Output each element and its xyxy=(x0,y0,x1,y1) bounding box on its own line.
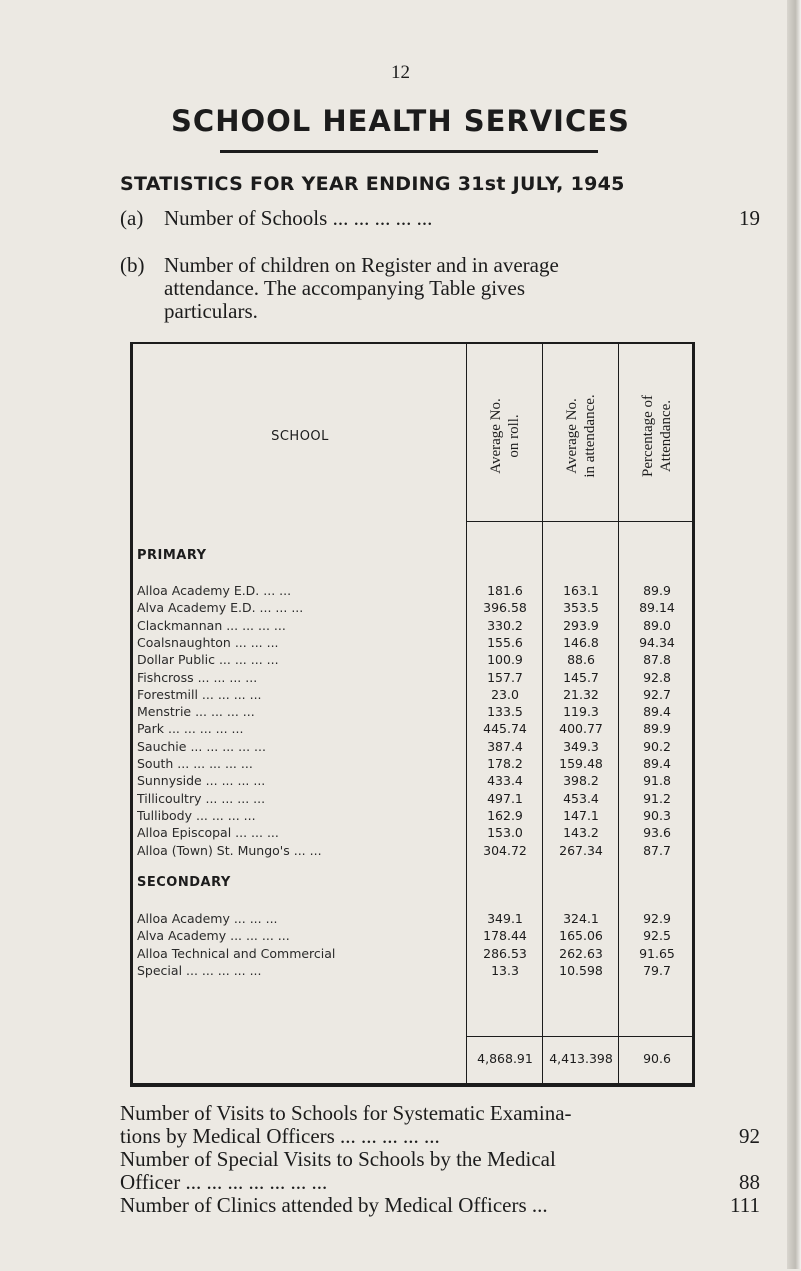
average-attendance: 165.06 xyxy=(559,928,603,944)
table-row xyxy=(133,824,693,841)
table-row xyxy=(133,669,693,686)
school-name: Alloa Technical and Commercial xyxy=(137,945,336,961)
school-name: Tillicoultry ... ... ... ... xyxy=(137,790,266,806)
totals-row xyxy=(133,1050,693,1067)
average-attendance: 398.2 xyxy=(563,773,599,789)
totals-rule xyxy=(466,1036,692,1037)
percentage-attendance: 92.7 xyxy=(643,686,671,702)
table-row xyxy=(133,807,693,824)
percentage-attendance: 89.9 xyxy=(643,583,671,598)
item-b-line3: particulars. xyxy=(164,299,258,323)
header-rule xyxy=(466,521,692,522)
percentage-attendance: 89.4 xyxy=(643,704,671,720)
average-roll: 153.0 xyxy=(487,825,523,841)
percentage-attendance: 92.8 xyxy=(643,669,671,685)
table-row xyxy=(133,927,693,944)
average-roll: 387.4 xyxy=(487,738,523,754)
average-attendance: 400.77 xyxy=(559,721,603,737)
average-roll: 497.1 xyxy=(487,790,523,806)
header-average-attendance-text: Average No. in attendance. xyxy=(564,394,598,478)
item-b xyxy=(120,253,720,325)
percentage-attendance: 91.8 xyxy=(643,773,671,789)
table-row xyxy=(133,720,693,737)
table-row xyxy=(133,842,693,859)
table-row xyxy=(133,582,693,599)
total-roll: 4,868.91 xyxy=(477,1051,533,1066)
average-attendance: 143.2 xyxy=(563,825,599,841)
average-roll: 445.74 xyxy=(483,721,527,737)
section-primary: PRIMARY xyxy=(137,548,207,563)
average-attendance: 324.1 xyxy=(563,911,599,926)
school-name: Forestmill ... ... ... ... xyxy=(137,686,262,702)
clinics-line: Number of Clinics attended by Medical Officers ... xyxy=(120,1193,548,1217)
average-attendance: 145.7 xyxy=(563,669,599,685)
average-attendance: 163.1 xyxy=(563,583,599,598)
visits-line1: Number of Visits to Schools for Systematic Examina- xyxy=(120,1101,572,1125)
visits-line2: tions by Medical Officers ... ... ... ... ... xyxy=(120,1124,440,1148)
school-name: Alva Academy ... ... ... ... xyxy=(137,928,290,944)
average-roll: 157.7 xyxy=(487,669,523,685)
school-name: Menstrie ... ... ... ... xyxy=(137,704,255,720)
header-percentage-text: Percentage of Attendance. xyxy=(640,394,674,478)
school-name: Tullibody ... ... ... ... xyxy=(137,807,256,823)
average-attendance: 353.5 xyxy=(563,600,599,616)
table-row xyxy=(133,738,693,755)
item-b-marker: (b) xyxy=(120,253,145,277)
item-b-line1: Number of children on Register and in average xyxy=(164,253,559,277)
visits-value: 92 xyxy=(739,1124,760,1148)
percentage-attendance: 87.7 xyxy=(643,842,671,858)
school-name: Clackmannan ... ... ... ... xyxy=(137,617,286,633)
average-attendance: 349.3 xyxy=(563,738,599,754)
average-roll: 100.9 xyxy=(487,652,523,668)
school-name: Alva Academy E.D. ... ... ... xyxy=(137,600,304,616)
school-name: Alloa Academy ... ... ... xyxy=(137,911,278,926)
header-average-attendance xyxy=(542,352,620,520)
page-title: SCHOOL HEALTH SERVICES xyxy=(171,104,630,138)
average-roll: 133.5 xyxy=(487,704,523,720)
total-attendance: 4,413.398 xyxy=(549,1051,613,1066)
average-attendance: 453.4 xyxy=(563,790,599,806)
total-percentage: 90.6 xyxy=(643,1051,671,1066)
average-attendance: 147.1 xyxy=(563,807,599,823)
statistics-heading: STATISTICS FOR YEAR ENDING 31st JULY, 1945 xyxy=(120,173,625,195)
footer-summary xyxy=(120,1101,760,1271)
item-a-marker: (a) xyxy=(120,206,144,230)
title-underline xyxy=(220,150,598,153)
percentage-attendance: 91.2 xyxy=(643,790,671,806)
table-row xyxy=(133,599,693,616)
special-value: 88 xyxy=(739,1170,760,1194)
section-secondary: SECONDARY xyxy=(137,875,231,890)
percentage-attendance: 92.5 xyxy=(643,928,671,944)
table-row xyxy=(133,790,693,807)
average-roll: 13.3 xyxy=(491,962,519,978)
school-name: Fishcross ... ... ... ... xyxy=(137,669,258,685)
school-name: Sunnyside ... ... ... ... xyxy=(137,773,266,789)
school-name: Alloa Episcopal ... ... ... xyxy=(137,825,279,841)
average-attendance: 146.8 xyxy=(563,634,599,650)
school-name: Alloa Academy E.D. ... ... xyxy=(137,583,292,598)
average-attendance: 159.48 xyxy=(559,756,603,771)
percentage-attendance: 92.9 xyxy=(643,911,671,926)
percentage-attendance: 93.6 xyxy=(643,825,671,841)
page-edge xyxy=(787,0,801,1269)
average-attendance: 119.3 xyxy=(563,704,599,720)
table-row xyxy=(133,651,693,668)
percentage-attendance: 91.65 xyxy=(639,945,675,961)
average-roll: 349.1 xyxy=(487,911,523,926)
average-roll: 162.9 xyxy=(487,807,523,823)
school-name: Sauchie ... ... ... ... ... xyxy=(137,738,266,754)
school-name: Coalsnaughton ... ... ... xyxy=(137,634,279,650)
table-row xyxy=(133,755,693,772)
percentage-attendance: 87.8 xyxy=(643,652,671,668)
average-attendance: 267.34 xyxy=(559,842,603,858)
table-row xyxy=(133,772,693,789)
average-attendance: 262.63 xyxy=(559,945,603,961)
table-row xyxy=(133,634,693,651)
percentage-attendance: 94.34 xyxy=(639,634,675,650)
average-roll: 433.4 xyxy=(487,773,523,789)
header-percentage xyxy=(618,352,696,520)
average-roll: 178.2 xyxy=(487,756,523,771)
average-attendance: 293.9 xyxy=(563,617,599,633)
average-attendance: 21.32 xyxy=(563,686,599,702)
header-school: SCHOOL xyxy=(271,429,329,444)
average-roll: 304.72 xyxy=(483,842,527,858)
average-attendance: 10.598 xyxy=(559,962,603,978)
school-name: Dollar Public ... ... ... ... xyxy=(137,652,279,668)
table-row xyxy=(133,686,693,703)
table-row xyxy=(133,962,693,979)
average-roll: 286.53 xyxy=(483,945,527,961)
item-a-value: 19 xyxy=(739,206,760,230)
header-average-roll-text: Average No. on roll. xyxy=(488,398,522,474)
table-row xyxy=(133,910,693,927)
school-name: Park ... ... ... ... ... xyxy=(137,721,244,737)
average-roll: 330.2 xyxy=(487,617,523,633)
average-roll: 396.58 xyxy=(483,600,527,616)
average-roll: 155.6 xyxy=(487,634,523,650)
item-a-text: Number of Schools ... ... ... ... ... xyxy=(164,206,433,230)
average-attendance: 88.6 xyxy=(567,652,595,668)
special-line2: Officer ... ... ... ... ... ... ... xyxy=(120,1170,328,1194)
percentage-attendance: 90.2 xyxy=(643,738,671,754)
special-line1: Number of Special Visits to Schools by the Medical xyxy=(120,1147,556,1171)
percentage-attendance: 89.4 xyxy=(643,756,671,771)
school-name: Special ... ... ... ... ... xyxy=(137,962,262,978)
page-number: 12 xyxy=(391,62,410,83)
school-name: Alloa (Town) St. Mungo's ... ... xyxy=(137,842,322,858)
table-row xyxy=(133,945,693,962)
statistics-table xyxy=(130,342,695,1087)
table-row xyxy=(133,617,693,634)
percentage-attendance: 90.3 xyxy=(643,807,671,823)
item-a xyxy=(120,206,760,232)
percentage-attendance: 79.7 xyxy=(643,962,671,978)
item-b-line2: attendance. The accompanying Table gives xyxy=(164,276,526,300)
percentage-attendance: 89.0 xyxy=(643,617,671,633)
average-roll: 23.0 xyxy=(491,686,519,702)
clinics-value: 111 xyxy=(730,1193,760,1217)
average-roll: 178.44 xyxy=(483,928,527,944)
school-name: South ... ... ... ... ... xyxy=(137,756,253,771)
average-roll: 181.6 xyxy=(487,583,523,598)
table-row xyxy=(133,703,693,720)
header-average-roll xyxy=(466,352,544,520)
percentage-attendance: 89.14 xyxy=(639,600,675,616)
percentage-attendance: 89.9 xyxy=(643,721,671,737)
